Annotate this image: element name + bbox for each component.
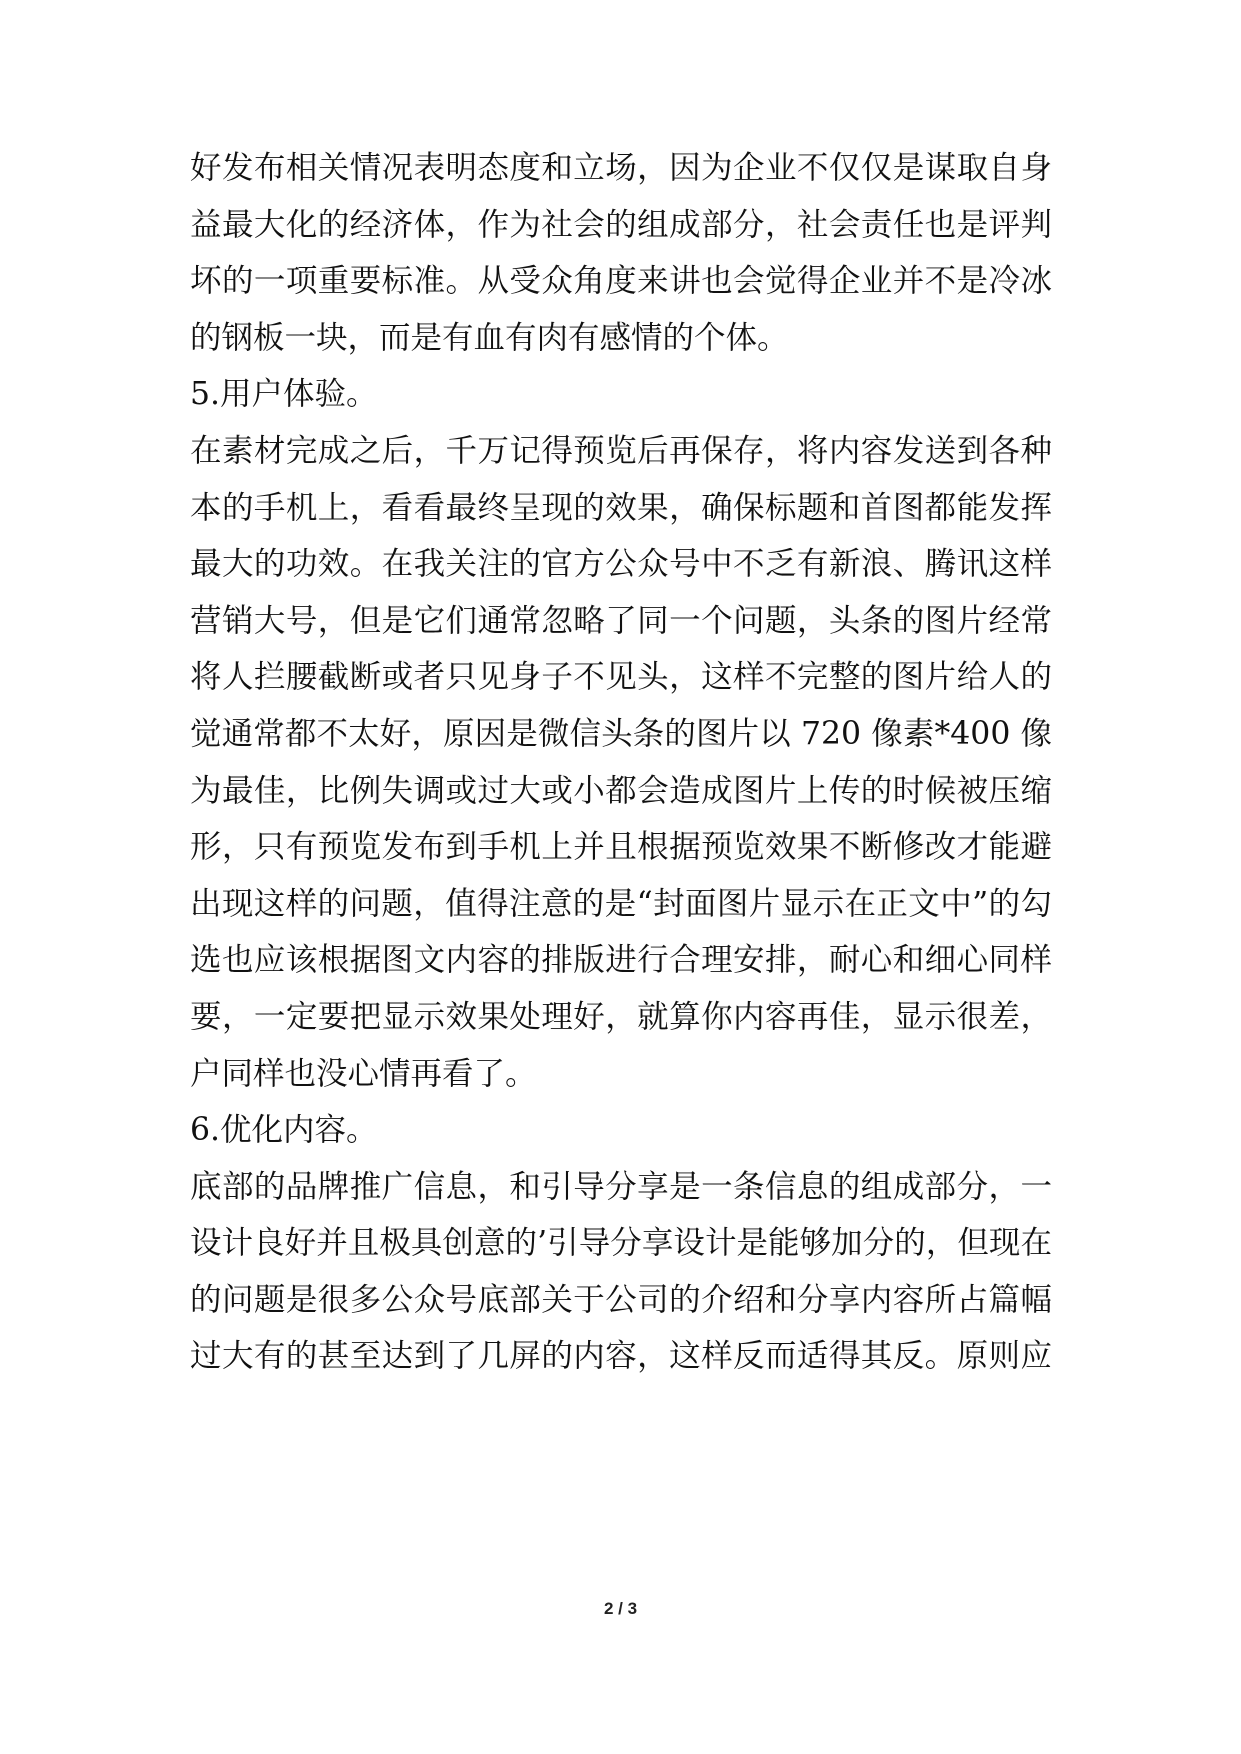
text-line: 最大的功效。在我关注的官方公众号中不乏有新浪、腾讯这样 xyxy=(190,546,1052,583)
text-line: 底部的品牌推广信息，和引导分享是一条信息的组成部分，一 xyxy=(190,1168,1052,1205)
text-line: 的钢板一块，而是有血有肉有感情的个体。 xyxy=(190,319,789,356)
text-line: 将人拦腰截断或者只见身子不见头，这样不完整的图片给人的 xyxy=(190,659,1052,696)
text-line: 选也应该根据图文内容的排版进行合理安排，耐心和细心同样 xyxy=(190,942,1052,979)
text-line: 好发布相关情况表明态度和立场，因为企业不仅仅是谋取自身 xyxy=(190,150,1052,186)
text-line: 的问题是很多公众号底部关于公司的介绍和分享内容所占篇幅 xyxy=(190,1281,1052,1318)
text-line: 户同样也没心情再看了。 xyxy=(190,1055,537,1092)
text-line: 6.优化内容。 xyxy=(190,1112,378,1149)
text-line: 设计良好并且极具创意的’引导分享设计是能够加分的，但现在 xyxy=(190,1225,1052,1262)
text-line: 为最佳，比例失调或过大或小都会造成图片上传的时候被压缩 xyxy=(190,772,1052,809)
text-line: 坏的一项重要标准。从受众角度来讲也会觉得企业并不是冷冰 xyxy=(190,263,1052,300)
text-line: 觉通常都不太好，原因是微信头条的图片以 720 像素*400 像 xyxy=(190,715,1052,752)
text-line: 过大有的甚至达到了几屏的内容，这样反而适得其反。原则应 xyxy=(190,1338,1052,1375)
text-line: 要，一定要把显示效果处理好，就算你内容再佳，显示很差， xyxy=(190,998,1052,1035)
text-line: 形，只有预览发布到手机上并且根据预览效果不断修改才能避 xyxy=(190,829,1052,866)
text-line: 5.用户体验。 xyxy=(190,376,378,413)
text-line: 益最大化的经济体，作为社会的组成部分，社会责任也是评判 xyxy=(190,206,1052,243)
text-line: 出现这样的问题，值得注意的是“封面图片显示在正文中”的勾 xyxy=(190,885,1052,922)
text-line: 营销大号，但是它们通常忽略了同一个问题，头条的图片经常 xyxy=(190,602,1052,639)
text-line: 本的手机上，看看最终呈现的效果，确保标题和首图都能发挥 xyxy=(190,489,1052,526)
document-body xyxy=(190,140,1052,1385)
text-line: 在素材完成之后，千万记得预览后再保存，将内容发送到各种 xyxy=(190,432,1052,469)
page-number: 2 / 3 xyxy=(603,1599,638,1618)
